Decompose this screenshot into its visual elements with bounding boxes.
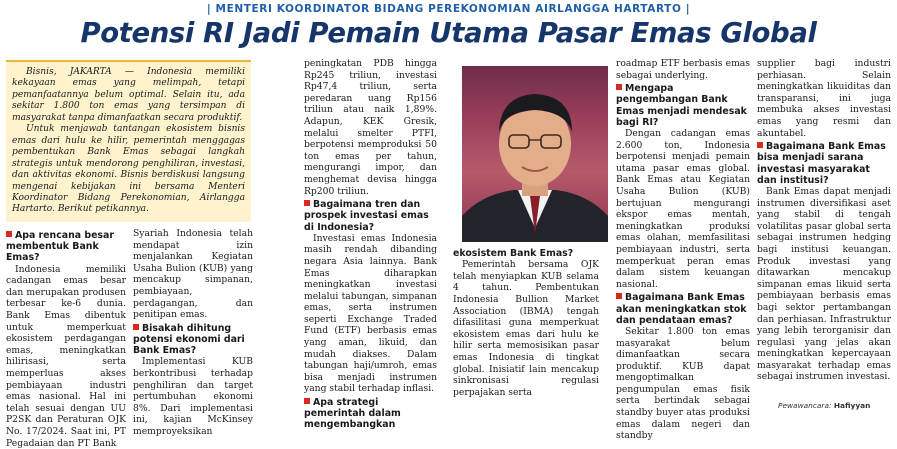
answer-paragraph: roadmap ETF berbasis emas sebagai underlying. [616,58,750,81]
question-heading: Bagaimana Bank Emas bisa menjadi sarana investasi masyarakat dan institusi? [757,141,886,186]
column-3 [304,58,437,431]
square-bullet-icon [757,142,763,148]
answer-paragraph: Sekitar 1.800 ton emas masyarakat belum dimanfaatkan secara produktif. KUB dapat mengoptimalkan pengumpulan emas fisik serta bertindak sebagai standby buyer atas produksi emas dalam negeri dan standby [616,325,750,442]
interviewer-credit [778,401,870,410]
square-bullet-icon [304,398,310,404]
answer-paragraph: Investasi emas Indonesia masih rendah dibanding negara Asia lainnya. Bank Emas diharapkan meningkatkan investasi melalui tabungan, simpanan emas, serta instrumen seperti Exchange Traded Fund (ETF) berbasis emas yang aman, likuid, dan mudah diakses. Dalam tabungan haji/umroh, emas bisa menjadi instrumen yang stabil terhadap inflasi. [304,232,437,395]
question-heading: Bisakah dihitung potensi ekonomi dari Bank Emas? [133,322,245,357]
answer-paragraph: Indonesia memiliki cadangan emas besar dan merupakan produsen terbesar ke-6 dunia. Bank Emas dibentuk untuk memperkuat ekosistem perdagangan emas, meningkatkan hilirisasi, serta memperluas akses pembiayaan industri emas nasional. Hal ini telah sesuai dengan UU P2SK dan Peraturan OJK No. 17/2024. Saat ini, PT Pegadaian dan PT Bank [6,263,126,449]
answer-paragraph: Implementasi KUB berkontribusi terhadap penghiliran dan target pertumbuhan ekonomi 8%. Dari implementasi ini, kajian McKinsey memproyeksikan [133,356,253,437]
portrait-photo [462,66,608,242]
question-heading: Apa strategi pemerintah dalam mengembangkan [304,397,401,431]
question-heading-continued: ekosistem Bank Emas? [453,248,574,259]
column-1 [6,228,126,449]
square-bullet-icon [304,200,310,206]
lead-paragraph: Untuk menjawab tantangan ekosistem bisnis emas dari hulu ke hilir, pemerintah menggagas pembentukan Bank Emas sebagai langkah strategis untuk mendorong penghiliran, investasi, dan aktivitas ekonomi. Bisnis berdiskusi langsung mengenai kebijakan ini bersama Menteri Koordinator Bidang Perekonomian, Airlangga Hartarto. Berikut petikannya. [12,124,245,215]
credit-name: Hafiyyan [833,401,871,410]
answer-paragraph: Syariah Indonesia telah mendapat izin menjalankan Kegiatan Usaha Bulion (KUB) yang mencakup simpanan, pembiayaan, perdagangan, dan penitipan emas. [133,228,253,321]
column-2 [133,228,253,438]
square-bullet-icon [616,293,622,299]
answer-paragraph: supplier bagi industri perhiasan. Selain meningkatkan likuiditas dan transparansi, ini juga membuka akses investasi emas yang resmi dan akuntabel. [757,58,891,139]
question-heading: Mengapa pengembangan Bank Emas menjadi mendesak bagi RI? [616,83,747,128]
column-5 [616,58,750,442]
column-6 [757,58,891,383]
square-bullet-icon [616,84,622,90]
question-heading: Apa rencana besar membentuk Bank Emas? [6,230,114,264]
lead-box [6,60,251,222]
article-kicker: | MENTERI KOORDINATOR BIDANG PEREKONOMIAN AIRLANGGA HARTARTO | [206,3,691,15]
answer-paragraph: peningkatan PDB hingga Rp245 triliun, investasi Rp47,4 triliun, serta peredaran uang Rp156 triliun atau naik 1,89%. Adapun, KEK Gresik, melalui smelter PTFI, berpotensi memproduksi 50 ton emas per tahun, mengurangi impor, dan menghemat devisa hingga Rp200 triliun. [304,58,437,197]
square-bullet-icon [133,324,139,330]
answer-paragraph: Bank Emas dapat menjadi instrumen diversifikasi aset yang stabil di tengah volatilitas pasar global serta sebagai instrumen hedging bagi institusi keuangan. Produk investasi yang ditawarkan mencakup simpanan emas likuid serta pembiayaan berbasis emas bagi sektor pertambangan dan perhiasan. Infrastruktur yang lebih terorganisir dan regulasi yang jelas akan meningkatkan kepercayaan masyarakat terhadap emas sebagai instrumen investasi. [757,185,891,383]
question-heading: Bagaimana Bank Emas akan meningkatkan stok dan pendataan emas? [616,292,747,326]
credit-label: Pewawancara: [778,401,832,410]
lead-paragraph: Bisnis, JAKARTA — Indonesia memiliki kekayaan emas yang melimpah, tetapi pemanfaatannya belum optimal. Selain itu, ada sekitar 1.800 ton emas yang tersimpan di masyarakat tanpa dimanfaatkan secara produktif. [12,67,245,123]
square-bullet-icon [6,231,12,237]
answer-paragraph: Dengan cadangan emas 2.600 ton, Indonesia berpotensi menjadi pemain utama pasar emas global. Bank Emas atau Kegiatan Usaha Bulion (KUB) bertujuan mengurangi ekspor emas mentah, meningkatkan produksi emas olahan, memfasilitasi pembiayaan industri, serta memperkuat peran emas dalam sistem keuangan nasional. [616,128,750,290]
portrait-illustration [462,66,608,242]
answer-paragraph: Pemerintah bersama OJK telah menyiapkan KUB selama 4 tahun. Pembentukan Indonesia Bullion Market Association (IBMA) tengah difasilitasi guna memperkuat ekosistem emas dari hulu ke hilir serta memosisikan pasar emas Indonesia di tingkat global. Inisiatif lain mencakup sinkronisasi regulasi perpajakan serta [453,259,599,398]
question-heading: Bagaimana tren dan prospek investasi emas di Indonesia? [304,199,429,233]
article-headline: Potensi RI Jadi Pemain Utama Pasar Emas Global [80,17,817,49]
column-4 [453,248,599,398]
